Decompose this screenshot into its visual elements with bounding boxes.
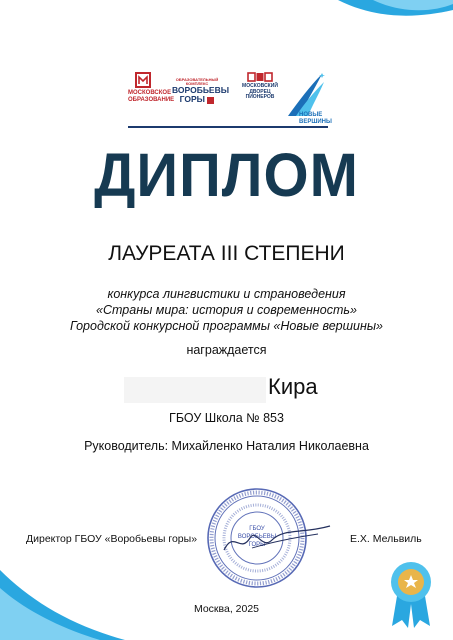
supervisor-line: Руководитель: Михайленко Наталия Николаевна	[84, 439, 369, 453]
redacted-surname	[124, 377, 266, 403]
school-name: ГБОУ Школа № 853	[169, 411, 284, 425]
stamp-text-1: ГБОУ	[249, 526, 265, 532]
recipient-name: Кира	[268, 374, 318, 399]
stamp-text-2: ВОРОБЬЕВЫ	[237, 534, 277, 540]
signature-scribble	[222, 520, 332, 560]
mdp-emblem-icon	[247, 72, 273, 82]
mdp-logo: МОСКОВСКИЙ ДВОРЕЦ ПИОНЕРОВ	[240, 72, 280, 100]
mosobr-emblem-icon	[135, 72, 151, 88]
corner-wave-top-right	[323, 0, 453, 60]
medal-badge-icon	[388, 560, 434, 630]
award-degree: ЛАУРЕАТА III СТЕПЕНИ	[108, 242, 345, 265]
diploma-title: ДИПЛОМ	[94, 141, 359, 210]
stamp-text-3: ГОРЫ	[248, 542, 266, 548]
mosobr-logo: МОСКОВСКОЕ ОБРАЗОВАНИЕ	[128, 72, 158, 103]
vorobyovy-gory-logo: ОБРАЗОВАТЕЛЬНЫЙ КОМПЛЕКС ВОРОБЬЕВЫ ГОРЫ	[172, 77, 230, 105]
awarded-label: награждается	[186, 343, 267, 357]
novye-vershiny-logo: НОВЫЕ ВЕРШИНЫ	[281, 72, 331, 125]
director-title: Директор ГБОУ «Воробьевы горы»	[26, 533, 198, 545]
city-year: Москва, 2025	[193, 603, 260, 615]
director-name: Е.Х. Мельвиль	[350, 533, 422, 545]
header-divider	[128, 126, 328, 128]
mountain-wave-icon	[284, 72, 328, 118]
partner-logos	[0, 72, 453, 132]
contest-description: конкурса лингвистики и страноведения «Страны мира: история и современность» Городской конкурсной программы «Новые вершины»	[70, 287, 383, 333]
vorobyovy-mark-icon	[207, 97, 214, 104]
